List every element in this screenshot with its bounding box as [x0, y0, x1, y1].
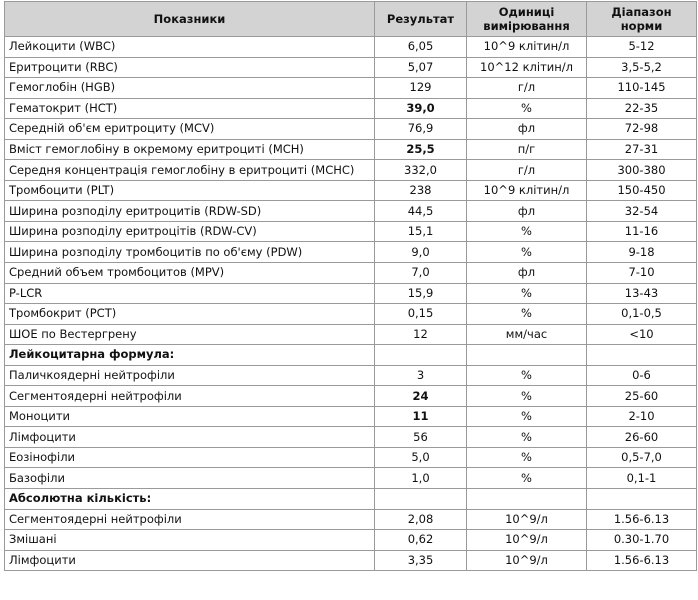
indicator-name-cell: Ширина розподілу еритроцітів (RDW-CV): [5, 221, 375, 242]
result-cell: 6,05: [375, 37, 467, 58]
reference-range-cell: 300-380: [587, 160, 697, 181]
unit-cell: %: [467, 386, 587, 407]
table-row: [5, 386, 697, 407]
unit-cell: %: [467, 406, 587, 427]
unit-cell: %: [467, 242, 587, 263]
indicator-name-cell: Базофіли: [5, 468, 375, 489]
unit-cell: %: [467, 283, 587, 304]
table-row: [5, 406, 697, 427]
unit-cell: 10^9/л: [467, 509, 587, 530]
reference-range-cell: 110-145: [587, 78, 697, 99]
result-cell: 5,0: [375, 447, 467, 468]
indicator-name-cell: Ширина розподілу тромбоцитів по об'єму (PDW): [5, 242, 375, 263]
indicator-name-cell: Абсолютна кількість:: [5, 489, 375, 510]
indicator-name-cell: Средний объем тромбоцитов (MPV): [5, 263, 375, 284]
unit-cell: 10^9/л: [467, 550, 587, 571]
result-cell: 15,1: [375, 221, 467, 242]
table-row: [5, 201, 697, 222]
unit-cell: %: [467, 365, 587, 386]
unit-cell: г/л: [467, 78, 587, 99]
header-result: Результат: [375, 2, 467, 37]
result-cell: 0,62: [375, 530, 467, 551]
result-cell: 7,0: [375, 263, 467, 284]
table-row: [5, 242, 697, 263]
result-cell: 129: [375, 78, 467, 99]
reference-range-cell: 0,1-0,5: [587, 304, 697, 325]
indicator-name-cell: Паличкоядерні нейтрофіли: [5, 365, 375, 386]
reference-range-cell: 5-12: [587, 37, 697, 58]
table-row: [5, 119, 697, 140]
result-cell: [375, 345, 467, 366]
unit-cell: п/г: [467, 139, 587, 160]
table-header-row: [5, 2, 697, 37]
reference-range-cell: 1.56-6.13: [587, 509, 697, 530]
table-row: [5, 37, 697, 58]
unit-cell: фл: [467, 119, 587, 140]
result-cell: 11: [375, 406, 467, 427]
table-row: [5, 550, 697, 571]
reference-range-cell: 0,5-7,0: [587, 447, 697, 468]
result-cell: [375, 489, 467, 510]
table-row: [5, 221, 697, 242]
reference-range-cell: 0.30-1.70: [587, 530, 697, 551]
table-row: [5, 324, 697, 345]
unit-cell: 10^9/л: [467, 530, 587, 551]
reference-range-cell: 26-60: [587, 427, 697, 448]
table-row: [5, 57, 697, 78]
reference-range-cell: 72-98: [587, 119, 697, 140]
header-units: Одиниці вимірювання: [467, 2, 587, 37]
table-row: [5, 263, 697, 284]
table-row: [5, 304, 697, 325]
indicator-name-cell: Еритроцити (RBC): [5, 57, 375, 78]
reference-range-cell: 11-16: [587, 221, 697, 242]
unit-cell: 10^9 клітин/л: [467, 180, 587, 201]
unit-cell: 10^12 клітин/л: [467, 57, 587, 78]
indicator-name-cell: Тромбокрит (PCT): [5, 304, 375, 325]
table-row: [5, 160, 697, 181]
reference-range-cell: 22-35: [587, 98, 697, 119]
reference-range-cell: 27-31: [587, 139, 697, 160]
reference-range-cell: 3,5-5,2: [587, 57, 697, 78]
table-row: [5, 530, 697, 551]
table-row: [5, 139, 697, 160]
table-row: [5, 468, 697, 489]
reference-range-cell: 0,1-1: [587, 468, 697, 489]
result-cell: 9,0: [375, 242, 467, 263]
section-header-row: [5, 489, 697, 510]
indicator-name-cell: Лімфоцити: [5, 550, 375, 571]
table-row: [5, 509, 697, 530]
result-cell: 56: [375, 427, 467, 448]
unit-cell: фл: [467, 263, 587, 284]
unit-cell: [467, 345, 587, 366]
indicator-name-cell: Сегментоядерні нейтрофіли: [5, 509, 375, 530]
table-row: [5, 447, 697, 468]
result-cell: 76,9: [375, 119, 467, 140]
unit-cell: 10^9 клітин/л: [467, 37, 587, 58]
indicator-name-cell: Ширина розподілу еритроцитів (RDW-SD): [5, 201, 375, 222]
indicator-name-cell: Середня концентрація гемоглобіну в еритроциті (MCHC): [5, 160, 375, 181]
indicator-name-cell: Лімфоцити: [5, 427, 375, 448]
unit-cell: %: [467, 221, 587, 242]
indicator-name-cell: Вміст гемоглобіну в окремому еритроциті (MCH): [5, 139, 375, 160]
lab-results-document: [4, 1, 697, 571]
unit-cell: %: [467, 304, 587, 325]
reference-range-cell: 2-10: [587, 406, 697, 427]
lab-results-table: [4, 1, 697, 571]
indicator-name-cell: Лейкоцити (WBC): [5, 37, 375, 58]
reference-range-cell: 25-60: [587, 386, 697, 407]
result-cell: 44,5: [375, 201, 467, 222]
reference-range-cell: 150-450: [587, 180, 697, 201]
section-header-row: [5, 345, 697, 366]
result-cell: 5,07: [375, 57, 467, 78]
unit-cell: мм/час: [467, 324, 587, 345]
indicator-name-cell: P-LCR: [5, 283, 375, 304]
reference-range-cell: [587, 345, 697, 366]
result-cell: 25,5: [375, 139, 467, 160]
result-cell: 1,0: [375, 468, 467, 489]
result-cell: 332,0: [375, 160, 467, 181]
table-row: [5, 427, 697, 448]
indicator-name-cell: Гематокрит (HCT): [5, 98, 375, 119]
result-cell: 0,15: [375, 304, 467, 325]
reference-range-cell: [587, 489, 697, 510]
reference-range-cell: 0-6: [587, 365, 697, 386]
unit-cell: %: [467, 447, 587, 468]
indicator-name-cell: Гемоглобін (HGB): [5, 78, 375, 99]
header-reference-range: Діапазон норми: [587, 2, 697, 37]
reference-range-cell: 1.56-6.13: [587, 550, 697, 571]
indicator-name-cell: Моноцити: [5, 406, 375, 427]
result-cell: 2,08: [375, 509, 467, 530]
result-cell: 12: [375, 324, 467, 345]
indicator-name-cell: ШОЕ по Вестергрену: [5, 324, 375, 345]
table-row: [5, 180, 697, 201]
result-cell: 3,35: [375, 550, 467, 571]
unit-cell: фл: [467, 201, 587, 222]
unit-cell: г/л: [467, 160, 587, 181]
indicator-name-cell: Тромбоцити (PLT): [5, 180, 375, 201]
indicator-name-cell: Середній об'єм еритроциту (MCV): [5, 119, 375, 140]
result-cell: 3: [375, 365, 467, 386]
indicator-name-cell: Лейкоцитарна формула:: [5, 345, 375, 366]
table-row: [5, 283, 697, 304]
reference-range-cell: 13-43: [587, 283, 697, 304]
reference-range-cell: <10: [587, 324, 697, 345]
indicator-name-cell: Еозінофіли: [5, 447, 375, 468]
indicator-name-cell: Змішані: [5, 530, 375, 551]
result-cell: 24: [375, 386, 467, 407]
indicator-name-cell: Сегментоядерні нейтрофіли: [5, 386, 375, 407]
table-row: [5, 98, 697, 119]
unit-cell: [467, 489, 587, 510]
table-row: [5, 78, 697, 99]
reference-range-cell: 7-10: [587, 263, 697, 284]
result-cell: 39,0: [375, 98, 467, 119]
table-row: [5, 365, 697, 386]
result-cell: 238: [375, 180, 467, 201]
unit-cell: %: [467, 98, 587, 119]
result-cell: 15,9: [375, 283, 467, 304]
unit-cell: %: [467, 468, 587, 489]
unit-cell: %: [467, 427, 587, 448]
header-indicators: Показники: [5, 2, 375, 37]
reference-range-cell: 9-18: [587, 242, 697, 263]
reference-range-cell: 32-54: [587, 201, 697, 222]
